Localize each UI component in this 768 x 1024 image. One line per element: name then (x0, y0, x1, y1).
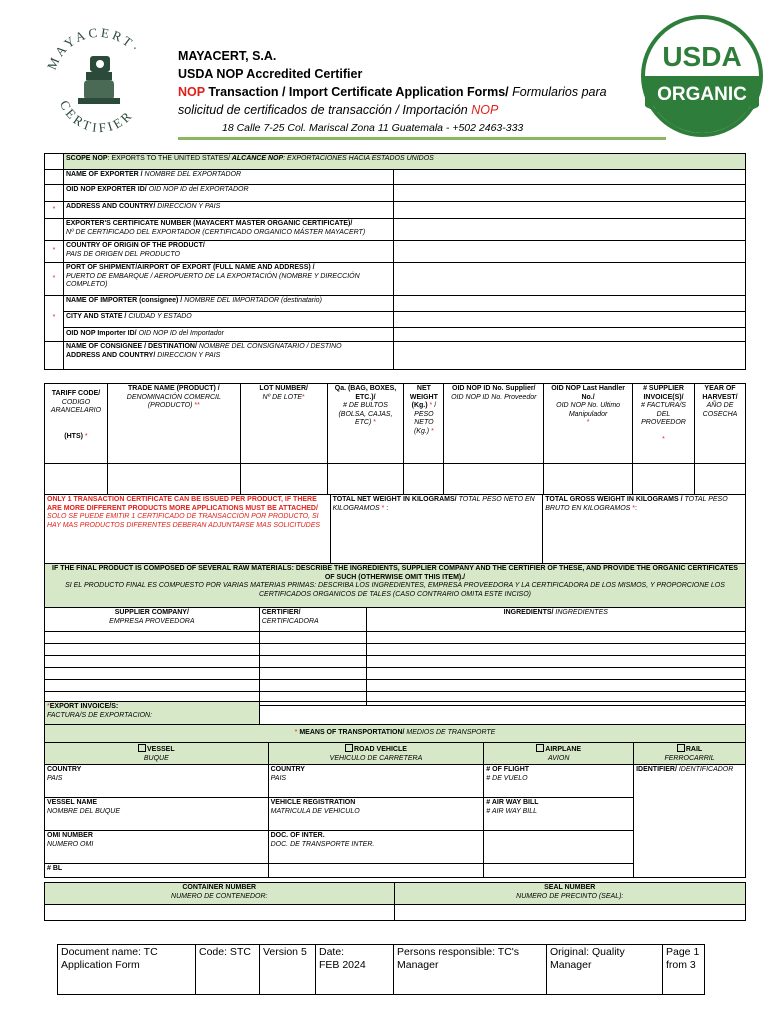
consignee-label: NAME OF CONSIGNEE / DESTINATION/ NOMBRE DEL CONSIGNATARIO / DESTINO ADDRESS AND COUNTRY/ DIRECCION Y PAIS (63, 342, 393, 370)
product-cell[interactable] (444, 464, 544, 495)
road-country-field[interactable]: COUNTRY PAIS (268, 765, 484, 798)
importer-field[interactable] (393, 296, 745, 312)
container-number-field[interactable] (45, 905, 395, 921)
ingredient-cell[interactable] (259, 668, 366, 680)
exporter-name-field[interactable] (393, 170, 745, 185)
net-weight-header: NET WEIGHT (Kg.) * / PESO NETO (Kg.) * (404, 384, 444, 464)
supplier-company-header: SUPPLIER COMPANY/ EMPRESA PROVEEDORA (45, 608, 260, 632)
ingredients-table (44, 607, 746, 706)
ingredient-cell[interactable] (45, 680, 260, 692)
qa-header: Qa. (BAG, BOXES, ETC.)/ # DE BULTOS (BOLSA, CAJAS, ETC) * (327, 384, 404, 464)
exporter-id-label: OID NOP EXPORTER ID/ OID NOP ID del EXPORTADOR (63, 185, 393, 202)
certifier-header: CERTIFIER/ CERTIFICADORA (259, 608, 366, 632)
ingredient-cell[interactable] (45, 656, 260, 668)
tariff-header: TARIFF CODE/ CODIGO ARANCELARIO (HTS) * (45, 384, 108, 464)
rail-checkbox[interactable] (677, 744, 685, 752)
footer-page: Page 1 from 3 (663, 945, 705, 995)
exporter-info-table (44, 153, 746, 370)
svg-text:ORGANIC: ORGANIC (657, 84, 747, 105)
rail-identifier-field[interactable]: IDENTIFIER/ IDENTIFICADOR (634, 765, 746, 878)
road-vehicle-checkbox[interactable] (345, 744, 353, 752)
means-of-transport-header: * MEANS OF TRANSPORTATION/ MEDIOS DE TRANSPORTE (45, 725, 746, 743)
required-mark: * (45, 202, 64, 219)
product-cell[interactable] (633, 464, 695, 495)
svg-text:USDA: USDA (662, 41, 742, 72)
footer-original: Original: Quality Manager (547, 945, 663, 995)
air-way-bill-field[interactable]: # AIR WAY BILL # AIR WAY BILL (484, 798, 634, 831)
seal-number-field[interactable] (394, 905, 746, 921)
vessel-checkbox[interactable] (138, 744, 146, 752)
ingredient-cell[interactable] (259, 644, 366, 656)
accreditation: USDA NOP Accredited Certifier (178, 67, 363, 81)
one-certificate-note: ONLY 1 TRANSACTION CERTIFICATE CAN BE ISSUED PER PRODUCT, IF THERE ARE MORE DIFFERENT PRODUCTS MORE APPLICATIONS MUST BE ATTACHED/ SOLO SE PUEDE EMITIR 1 CERTIFICADO DE TRANSACCIÓN POR PRODUCTO, SI HAY MAS PRODUCTOS DIFERENTES DEBERAN ADJUNTARSE MAS SOLICITUDES (45, 495, 331, 564)
last-handler-header: OID NOP Last Handler No./ OID NOP No. Ultimo Manipulador * (544, 384, 633, 464)
ingredient-cell[interactable] (45, 644, 260, 656)
ingredient-cell[interactable] (366, 680, 745, 692)
airplane-option[interactable]: AIRPLANE AVION (484, 743, 634, 765)
ingredient-cell[interactable] (366, 632, 745, 644)
ingredient-cell[interactable] (259, 632, 366, 644)
road-vehicle-option[interactable]: ROAD VEHICLE VEHICULO DE CARRETERA (268, 743, 484, 765)
ingredient-cell[interactable] (259, 656, 366, 668)
address-label: ADDRESS AND COUNTRY/ DIRECCION Y PAIS (63, 202, 393, 219)
lot-header: LOT NUMBER/ Nº DE LOTE* (240, 384, 327, 464)
city-label: CITY AND STATE / CIUDAD Y ESTADO (63, 312, 393, 328)
importer-label: NAME OF IMPORTER (consignee) / NOMBRE DEL IMPORTADOR (destinatario) (63, 296, 393, 312)
ingredient-cell[interactable] (259, 680, 366, 692)
mayacert-logo (40, 20, 158, 138)
total-net-weight[interactable]: TOTAL NET WEIGHT IN KILOGRAMS/ TOTAL PESO NETO EN KILOGRAMOS * : (330, 495, 543, 564)
product-cell[interactable] (327, 464, 404, 495)
product-cell[interactable] (694, 464, 745, 495)
invoice-header: # SUPPLIER INVOICE(S)/ # FACTURA/S DEL PROVEEDOR * (633, 384, 695, 464)
consignee-field[interactable] (393, 342, 745, 370)
harvest-header: YEAR OF HARVEST/ AÑO DE COSECHA (694, 384, 745, 464)
header-divider (178, 137, 666, 140)
airplane-checkbox[interactable] (536, 744, 544, 752)
svg-text:CERTIFIER: CERTIFIER (56, 97, 137, 136)
raw-materials-note: IF THE FINAL PRODUCT IS COMPOSED OF SEVERAL RAW MATERIALS: DESCRIBE THE INGREDIENTS, SUPPLIER COMPANY AND THE CERTIFIER OF THESE, AND PROVIDE THE ORGANIC CERTIFICATES OF SUCH (OTHERWISE OMIT THIS ITEM)./ SI EL PRODUCTO FINAL ES COMPUESTO POR VARIAS MATERIAS PRIMAS: DESCRIBA LOS INGREDIENTES, EMPRESA PROVEEDORA Y LA CERTIFICADORA DE LOS MISMOS, Y PROPORCIONE LOS CERTIFICADOS ORGANICOS DE TALES (CASO CONTRARIO OMITA ESTE INCISO) (45, 564, 746, 608)
company-name: MAYACERT, S.A. (178, 49, 277, 63)
ingredient-cell[interactable] (366, 668, 745, 680)
ingredient-cell[interactable] (45, 668, 260, 680)
container-number-header: CONTAINER NUMBER NUMERO DE CONTENEDOR: (45, 883, 395, 905)
ingredient-cell[interactable] (45, 632, 260, 644)
exporter-name-label: NAME OF EXPORTER / NOMBRE DEL EXPORTADOR (63, 170, 393, 185)
seal-number-header: SEAL NUMBER NUMERO DE PRECINTO (SEAL): (394, 883, 746, 905)
product-cell[interactable] (544, 464, 633, 495)
ingredient-cell[interactable] (366, 644, 745, 656)
form-title-line1: NOP Transaction / Import Certificate Application Forms/ Formularios para (178, 85, 607, 99)
form-title-line2: solicitud de certificados de transacción / Importación NOP (178, 103, 499, 117)
origin-label: COUNTRY OF ORIGIN OF THE PRODUCT/ PAIS DE ORIGEN DEL PRODUCTO (63, 241, 393, 263)
origin-field[interactable] (393, 241, 745, 263)
cert-number-label: EXPORTER'S CERTIFICATE NUMBER (MAYACERT MASTER ORGANIC CERTIFICATE)/ Nº DE CERTIFICADO DEL EXPORTADOR (CERTIFICADO ORGANICO MÁSTER MAYACERT) (63, 219, 393, 241)
document-footer (57, 944, 705, 995)
svg-text:MAYACERT·: MAYACERT· (43, 24, 145, 72)
importer-id-label: OID NOP Importer ID/ OID NOP ID del Importador (63, 328, 393, 342)
products-table (44, 383, 746, 495)
footer-doc-name: Document name: TC Application Form (58, 945, 196, 995)
vehicle-registration-field[interactable]: VEHICLE REGISTRATION MATRICULA DE VEHICULO (268, 798, 484, 831)
bl-field[interactable]: # BL (45, 864, 269, 878)
air-empty-field-2[interactable] (484, 864, 634, 878)
importer-id-field[interactable] (393, 328, 745, 342)
scope-row: SCOPE NOP: EXPORTS TO THE UNITED STATES/ ALCANCE NOP: EXPORTACIONES HACIA ESTADOS UNIDOS (63, 154, 745, 170)
header-block (178, 47, 658, 137)
flight-number-field[interactable]: # OF FLIGHT # DE VUELO (484, 765, 634, 798)
road-empty-field[interactable] (268, 864, 484, 878)
product-cell[interactable] (404, 464, 444, 495)
company-address: 18 Calle 7-25 Col. Mariscal Zona 11 Guatemala - +502 2463-333 (222, 122, 524, 134)
ingredients-header: INGREDIENTS/ INGREDIENTES (366, 608, 745, 632)
usda-organic-seal (640, 14, 764, 138)
doc-inter-field[interactable]: DOC. OF INTER. DOC. DE TRANSPORTE INTER. (268, 831, 484, 864)
footer-version: Version 5 (260, 945, 316, 995)
oid-supplier-header: OID NOP ID No. Supplier/ OID NOP ID No. Proveedor (444, 384, 544, 464)
export-invoice-label: *EXPORT INVOICE/S: FACTURA/S DE EXPORTACION: (45, 702, 260, 725)
product-cell[interactable] (45, 464, 108, 495)
rail-option[interactable]: RAIL FERROCARRIL (634, 743, 746, 765)
required-mark: * (45, 241, 64, 263)
container-seal-table (44, 882, 746, 921)
product-cell[interactable] (240, 464, 327, 495)
vessel-option[interactable]: VESSEL BUQUE (45, 743, 269, 765)
city-field[interactable] (393, 312, 745, 328)
footer-date: Date: FEB 2024 (316, 945, 394, 995)
export-invoice-table (44, 701, 746, 725)
omi-number-field[interactable]: OMI NUMBER NUMERO OMI (45, 831, 269, 864)
footer-persons: Persons responsible: TC's Manager (394, 945, 547, 995)
total-gross-weight[interactable]: TOTAL GROSS WEIGHT IN KILOGRAMS / TOTAL PESO BRUTO EN KILOGRAMOS *: (543, 495, 746, 564)
vessel-country-field[interactable]: COUNTRY PAIS (45, 765, 269, 798)
footer-code: Code: STC (196, 945, 260, 995)
exporter-id-field[interactable] (393, 185, 745, 202)
air-empty-field[interactable] (484, 831, 634, 864)
port-field[interactable] (393, 263, 745, 296)
vessel-name-field[interactable]: VESSEL NAME NOMBRE DEL BUQUE (45, 798, 269, 831)
cert-number-field[interactable] (393, 219, 745, 241)
export-invoice-field[interactable] (259, 702, 745, 725)
ingredient-cell[interactable] (366, 656, 745, 668)
required-mark: * (45, 296, 64, 342)
address-field[interactable] (393, 202, 745, 219)
trade-name-header: TRADE NAME (PRODUCT) / DENOMINACIÓN COMERCIL (PRODUCTO) ** (107, 384, 240, 464)
totals-table (44, 494, 746, 608)
port-label: PORT OF SHIPMENT/AIRPORT OF EXPORT (FULL NAME AND ADDRESS) / PUERTO DE EMBARQUE / AEROPUERTO DE LA EXPORTACIÓN (NOMBRE Y DIRECCIÓN COMPLETO) (63, 263, 393, 296)
transport-table (44, 724, 746, 878)
product-cell[interactable] (107, 464, 240, 495)
required-mark: * (45, 263, 64, 296)
